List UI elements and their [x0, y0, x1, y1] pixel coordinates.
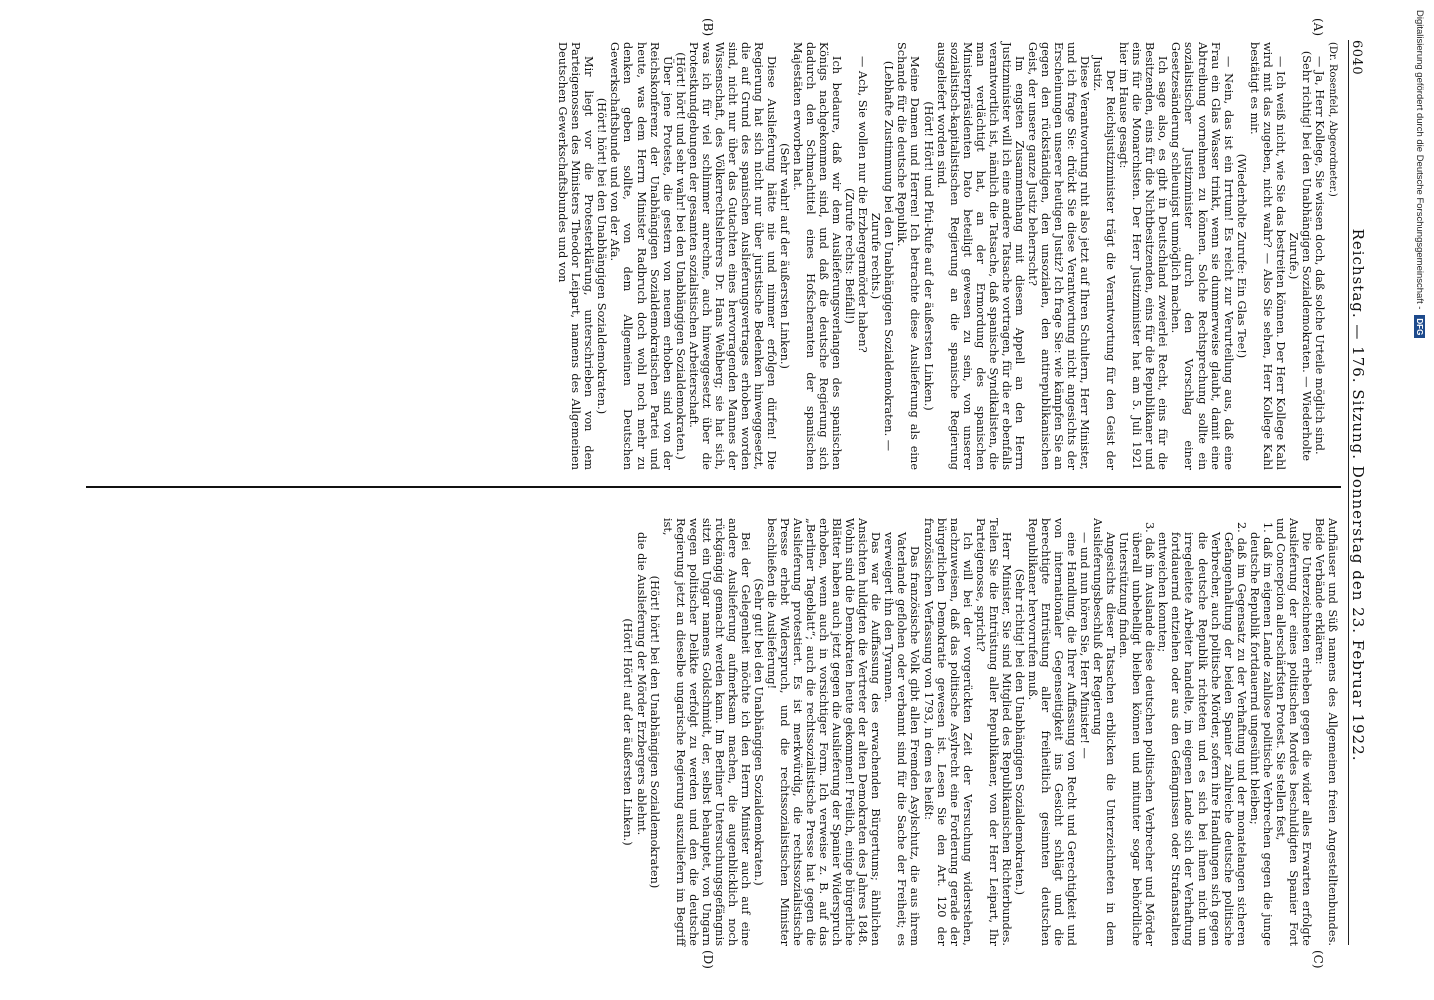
- paragraph: Über jene Proteste, die gestern von neuem erhoben sind von der Reichskonferenz der Unabhängigen Sozialdemokratischen Partei und heute, was dem Herrn Minister Radbruch doch wohl noch mehr zu denken geben sollte, von dem Allgemeinen Deutschen Gewerkschaftsbunde und von der Afa.: [608, 42, 674, 470]
- paragraph: — Nein, das ist ein Irrtum! Es reicht zur Verurteilung aus, daß eine Frau ein Glas Wasser trinkt, wenn sie dummerweise glaubt, damit eine Abtreibung vornehmen zu können. Solche Rechtsprechung sollte ein sozialistischer Justizminister durch den Vorschlag einer Gesetzesänderung schleunigst unmöglich machen.: [1169, 42, 1235, 470]
- paragraph: Aufhäuser und Süß namens des Allgemeinen freien Angestelltenbundes. Beide Verbände erklären:: [1312, 518, 1339, 946]
- paragraph: — Ich weiß nicht, wie Sie das bestreiten können. Der Herr Kollege Kahl wird mit das zugeben, nicht wahr? — Also Sie sehen, Herr Kollege Kahl bestätigt es mir.: [1247, 42, 1287, 470]
- paragraph: Ich bedaure, daß wir dem Auslieferungsverlangen des spanischen Königs nachgekommen sind, und daß die deutsche Regierung sich dadurch den Schmachtitel eines Hofscheranten der spanischen Majestäten erworben hat.: [791, 42, 844, 470]
- margin-marker-d: (D): [701, 950, 715, 969]
- paragraph: — Ach, Sie wollen nur die Erzbergermörder haben?: [856, 56, 870, 353]
- right-column: [621, 518, 1339, 946]
- digitization-credit: [1415, 10, 1431, 990]
- quotation: Der Reichsjustizminister trägt die Verantwortung für den Geist der Justiz.: [1091, 56, 1118, 470]
- margin-marker-a: (A): [1311, 18, 1325, 37]
- interjection: (Wiederholte Zurufe: Ein Glas Tee!): [1234, 153, 1248, 359]
- document-page: [75, 20, 1375, 970]
- interjection: (Sehr richtig! bei den Unabhängigen Sozialdemokraten.): [1012, 568, 1026, 896]
- interjection: (Sehr wahr! auf der äußersten Linken.): [778, 143, 792, 369]
- page-number: 6040: [1349, 40, 1364, 76]
- interjection: (Hört! hört! und sehr wahr! bei den Unabhängigen Sozialdemokraten.): [673, 52, 687, 460]
- paragraph: Mir liegt vor die Protesterklärung, unterschrieben von dem Parteigenossen des Ministers Theodor Leipart, namens des Allgemeinen Deutschen Gewerkschaftsbundes und von: [556, 42, 596, 470]
- paragraph: Im engsten Zusammenhang mit diesem Appell an den Herrn Justizminister will ich eine andere Tatsache vortragen, für die er ebenfalls verantwortlich ist, nämlich die Tatsache, daß spanische Syndikalisten, die man verdächtigt hat, an der Ermordung des spanischen Ministerpräsidenten Dato beteiligt gewesen zu sein, von unserer sozialistisch-kapitalistischen Regierung an die spanische Regierung ausgeliefert worden sind.: [934, 42, 1026, 470]
- paragraph: Angesichts dieser Tatsachen erblicken die Unterzeichneten in dem Auslieferungsbeschluß der Regierung: [1091, 518, 1118, 946]
- paragraph: — und nun hören Sie, Herr Minister! —: [1078, 532, 1092, 759]
- interjection: (Hört! Hört! auf der äußersten Linken.): [621, 618, 635, 846]
- interjection: (Lebhafte Zustimmung bei den Unabhängigen Sozialdemokraten. — Zurufe rechts.): [869, 60, 896, 452]
- paragraph: die die Auslieferung der Mörder Erzbergers ablehnt.: [634, 532, 648, 836]
- paragraph: Bei der Gelegenheit möchte ich den Herrn Minister auch auf eine andere Auslieferung aufmerksam machen, die augenblicklich noch rückgängig gemacht werden kann. Im Berliner Untersuchungsgefängnis sitzt ein Ungar namens Goldschmidt, der, selbst behauptet, von Ungarn wegen politischer Delikte verfolgt zu werden und den die deutsche Regierung jetzt an dieselbe ungarische Regierung auszuliefern im Begriff ist,: [660, 518, 752, 946]
- interjection: (Hört! hört! bei den Unabhängigen Sozialdemokraten): [647, 575, 661, 889]
- margin-marker-b: (B): [701, 18, 715, 37]
- quotation: Die Unterzeichneten erheben gegen die wider alles Erwarten erfolgte Auslieferung der eines politischen Mordes beschuldigten Spanier Fort und Concepcion allerschärfsten Protest. Sie stellen fest,: [1273, 518, 1313, 946]
- dfg-logo: DFG: [1415, 315, 1426, 338]
- interjection: (Hört! Hört! und Pfui-Rufe auf der äußersten Linken.): [921, 101, 935, 411]
- paragraph: Diese Verantwortung ruht also jetzt auf Ihren Schultern, Herr Minister, und ich frage Sie: drückt Sie diese Verantwortung nicht angesichts der Erscheinungen unserer heutigen Justiz? Ich frage Sie: wie kämpfen Sie an gegen den rückständigen, den unsozialen, den antirepublikanischen Geist, der unsere ganze Justiz beherrscht?: [1025, 42, 1092, 470]
- paragraph: Herr Minister, Sie sind Mitglied des Republikanischen Richterbundes. Teilen Sie die Entrüstung aller Republikaner, von der Herr Leipart, Ihr Parteigenosse, spricht?: [973, 518, 1013, 946]
- interjection: (Sehr richtig! bei den Unabhängigen Sozialdemokraten. — Wiederholte Zurufe.): [1286, 50, 1313, 462]
- paragraph: Ich sage also, es gibt in Deutschland zweierlei Recht, eins für die Besitzenden, eins für die Nichtbesitzenden, eins für die Republikaner und eins für die Monarchisten. Der Herr Justizminister hat am 5. Juli 1921 hier im Hause gesagt:: [1117, 42, 1170, 470]
- paragraph: Ich will bei der vorgerückten Zeit der Versuchung widerstehen, nachzuweisen, daß das politische Asylrecht eine Forderung gerade der bürgerlichen Demokratie gewesen ist. Lesen Sie den Art. 120 der französischen Verfassung von 1793, in dem es heißt:: [921, 518, 974, 946]
- paragraph: Meine Damen und Herren! Ich betrachte diese Auslieferung als eine Schande für die deutsche Republik.: [895, 42, 922, 470]
- column-divider: [86, 486, 1341, 488]
- page-header: [1348, 40, 1375, 945]
- paragraph: eine Handlung, die Ihrer Auffassung von Recht und Gerechtigkeit und von internationaler Gegenseitigkeit ins Gesicht schlägt und die berechtigte Entrüstung aller freiheitlich gesinnten deutschen Republikaner hervorrufen muß.: [1025, 518, 1079, 946]
- interjection: (Zurufe rechts: Beifall!): [843, 188, 857, 324]
- speaker-line: (Dr. Rosenfeld, Abgeordneter.): [1327, 42, 1338, 197]
- page-title: Reichstag. — 176. Sitzung. Donnerstag den 23. Februar 1922.: [1349, 228, 1367, 762]
- quotation: Das französische Volk gibt allen Fremden Asylschutz, die aus ihrem Vaterlande geflohen oder verbannt sind für die Sache der Freiheit; es verweigert ihn den Tyrannen.: [882, 532, 922, 946]
- paragraph: — Ja, Herr Kollege, Sie wissen doch, daß solche Urteile möglich sind.: [1312, 56, 1326, 455]
- margin-marker-c: (C): [1311, 950, 1325, 969]
- left-column: [556, 42, 1339, 470]
- interjection: (Sehr gut! bei den Unabhängigen Sozialdemokraten.): [751, 578, 765, 886]
- interjection: (Hört! hört! bei den Unabhängigen Sozialdemokraten.): [595, 97, 609, 415]
- paragraph: Das war die Auffassung des erwachenden Bürgertums; ähnlichen Ansichten huldigten die Vertreter der alten Demokraten des Jahres 1848. Wohin sind die Demokraten heute gekommen! Freilich, einige bürgerliche Blätter haben auch jetzt gegen die Auslieferung der Spanier Widerspruch erhoben, wenn auch in vorsichtiger Form. Ich verweise z. B. auf das „Berliner Tageblatt“; auch die rechtssozialistische Presse hat gegen die Auslieferung protestiert. Es ist merkwürdig, die rechtssozialistische Presse erhebt Widerspruch, und die rechtssozialistischen Minister beschließen die Auslieferung!: [764, 518, 883, 946]
- list-item: 3. daß im Auslande diese deutschen politischen Verbrecher und Mörder überall unbehelligt bleiben können und mitunter sogar behördliche Unterstützung finden.: [1117, 522, 1157, 946]
- credit-text: Digitalisierung gefördert durch die Deutsche Forschungsgemeinschaft -: [1414, 10, 1426, 310]
- paragraph: Diese Auslieferung hätte nie und nimmer erfolgen dürfen! Die Regierung hat sich nicht nur über juristische Bedenken hinweggesetzt, die auf Grund des spanischen Auslieferungsvertrages erhoben worden sind, nicht nur über das Gutachten eines hervorragenden Mannes der Wissenschaft, des Völkerrechtslehrers Dr. Hans Wehberg; sie hat sich, was ich für viel schlimmer anrechne, auch hinweggesetzt über die Protestkundgebungen der gesamten sozialistischen Arbeiterschaft.: [686, 42, 778, 470]
- list-item: 2. daß im Gegensatz zu der Verhaftung und der monatelangen sicheren Gefangenhaltung der beiden Spanier zahlreiche deutsche politische Verbrecher, auch politische Mörder, sofern ihre Handlungen sich gegen die deutsche Republik richteten und es sich bei ihnen nicht um irregeleitete Arbeiter handelte, im eigenen Lande sich der Verhaftung fortdauernd entziehen oder aus den Gefängnissen oder Strafanstalten entweichen konnten;: [1156, 522, 1248, 946]
- list-item: 1. daß im eigenen Lande zahllose politische Verbrechen gegen die junge deutsche Republik fortdauernd ungesühnt bleiben;: [1247, 522, 1274, 946]
